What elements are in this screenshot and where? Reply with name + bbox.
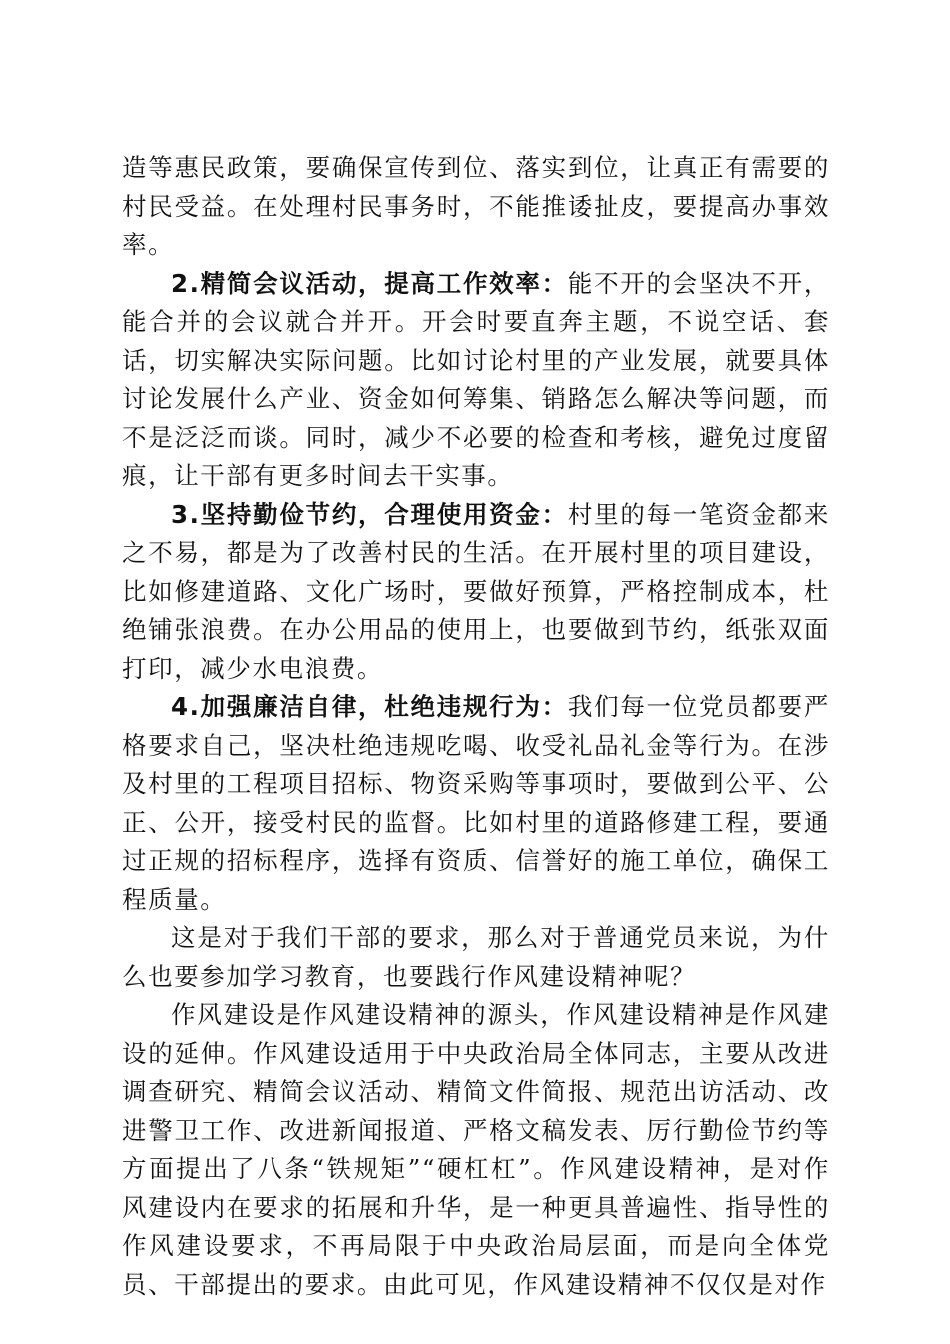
paragraph-text: 这是对于我们干部的要求，那么对于普通党员来说，为什么也要参加学习教育，也要践行作风建设精神呢？ (122, 923, 830, 991)
item-heading: 4.加强廉洁自律，杜绝违规行为： (171, 692, 568, 721)
paragraph-explanation (122, 996, 830, 1304)
paragraph-item-2 (122, 265, 830, 496)
item-heading: 3.坚持勤俭节约，合理使用资金： (171, 499, 568, 529)
paragraph-item-3 (122, 496, 830, 689)
paragraph-text: 作风建设是作风建设精神的源头，作风建设精神是作风建设的延伸。作风建设适用于中央政治局全体同志，主要从改进调查研究、精简会议活动、精简文件简报、规范出访活动、改进警卫工作、改进新闻报道、严格文稿发表、厉行勤俭节约等方面提出了八条“铁规矩”“硬杠杠”。作风建设精神，是对作风建设内在要求的拓展和升华，是一种更具普遍性、指导性的作风建设要求，不再局限于中央政治局层面，而是向全体党员、干部提出的要求。由此可见，作风建设精神不仅仅是对作 (122, 1000, 830, 1299)
paragraph-text: 村里的每一笔资金都来之不易，都是为了改善村民的生活。在开展村里的项目建设，比如修建道路、文化广场时，要做好预算，严格控制成本，杜绝铺张浪费。在办公用品的使用上，也要做到节约，纸张双面打印，减少水电浪费。 (122, 499, 831, 683)
paragraph-text: 造等惠民政策，要确保宣传到位、落实到位，让真正有需要的村民受益。在处理村民事务时，不能推诿扯皮，要提高办事效率。 (122, 153, 830, 259)
document-page (122, 149, 830, 1304)
item-heading: 2.精简会议活动，提高工作效率： (171, 268, 568, 298)
paragraph-text: 我们每一位党员都要严格要求自己，坚决杜绝违规吃喝、收受礼品礼金等行为。在涉及村里的工程项目招标、物资采购等事项时，要做到公平、公正、公开，接受村民的监督。比如村里的道路修建工程，要通过正规的招标程序，选择有资质、信誉好的施工单位，确保工程质量。 (122, 692, 831, 914)
paragraph-continuation (122, 149, 830, 265)
paragraph-question (122, 919, 830, 996)
paragraph-item-4 (122, 688, 830, 919)
paragraph-text: 能不开的会坚决不开，能合并的会议就合并开。开会时要直奔主题，不说空话、套话，切实解决实际问题。比如讨论村里的产业发展，就要具体讨论发展什么产业、资金如何筹集、销路怎么解决等问题，而不是泛泛而谈。同时，减少不必要的检查和考核，避免过度留痕，让干部有更多时间去干实事。 (122, 268, 831, 490)
